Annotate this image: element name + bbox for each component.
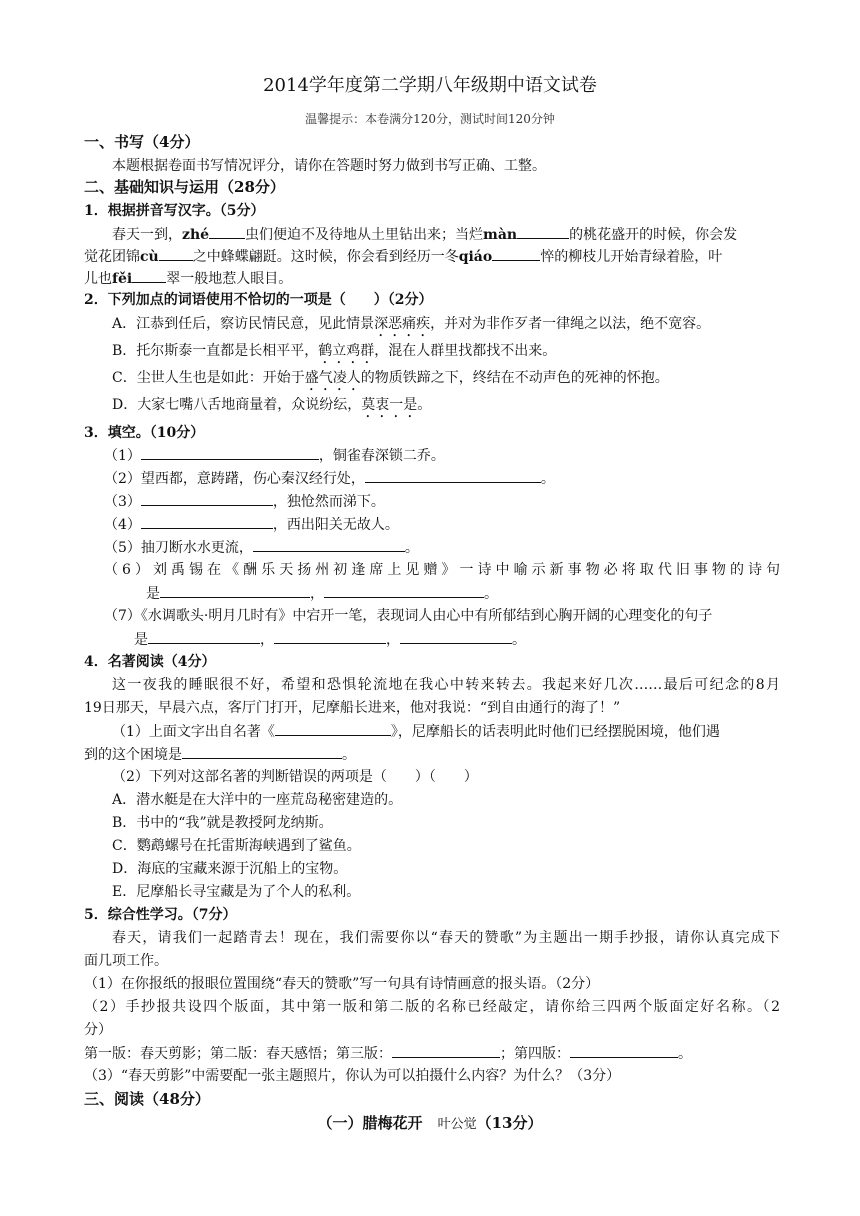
q2-heading: 2．下列加点的词语使用不恰切的一项是（ ）（2分） <box>84 292 433 308</box>
q1-text: 春天一到， <box>112 227 182 243</box>
item-text: 是 <box>146 586 160 602</box>
item-text: ，西出阳关无故人。 <box>272 517 399 533</box>
q4-heading: 4．名著阅读（4分） <box>84 654 216 670</box>
answer-blank[interactable] <box>324 583 484 598</box>
q1-text: 的桃花盛开的时候，你会发 <box>569 227 738 243</box>
q4-passage-line2: 19日那天，早晨六点，客厅门打开，尼摩船长进来，他对我说：“到自由通行的海了！” <box>84 700 621 716</box>
q5-sub2-cont: 分） <box>84 1022 112 1038</box>
q1-text: 翠一般地惹人眼目。 <box>166 271 293 287</box>
page-title: 2014学年度第二学期八年级期中语文试卷 <box>263 75 597 96</box>
item-text: 。 <box>342 747 356 763</box>
q5-sub2: （2）手抄报共设四个版面，其中第一版和第二版的名称已经敲定，请你给三四两个版面定好名称。（2 <box>84 999 780 1015</box>
item-text: 。 <box>512 632 526 648</box>
q2-option-a <box>112 314 710 340</box>
section3-heading: 三、阅读（48分） <box>84 1090 210 1108</box>
q3-heading: 3．填空。（10分） <box>84 425 205 441</box>
answer-blank[interactable] <box>148 629 260 644</box>
q1-text: 之中蜂蝶翩跹。这时候，你会看到经历一冬 <box>192 249 459 265</box>
q3-item6-answer <box>146 583 498 604</box>
answer-blank[interactable] <box>253 537 405 552</box>
pinyin: zhé <box>182 227 210 243</box>
q5-heading: 5．综合性学习。（7分） <box>84 907 237 923</box>
q3-item4 <box>104 514 399 535</box>
item-number: （1） <box>104 448 141 464</box>
q2-option-b <box>112 341 556 367</box>
item-text: 。 <box>678 1046 692 1062</box>
reading-title-text: （一）腊梅花开 <box>317 1114 423 1132</box>
section2-heading: 二、基础知识与运用（28分） <box>84 178 285 196</box>
q4-passage-line1: 这一夜我的睡眠很不好，希望和恐惧轮流地在我心中转来转去。我起来好几次……最后可纪念的8月 <box>112 677 780 693</box>
pinyin: cù <box>140 249 159 265</box>
q5-passage-line2: 面几项工作。 <box>84 953 168 969</box>
section1-heading: 一、书写（4分） <box>84 133 200 151</box>
item-text: 。 <box>484 586 498 602</box>
answer-blank[interactable] <box>141 445 319 460</box>
item-number: （3） <box>104 494 141 510</box>
q4-option: C．鹦鹉螺号在托雷斯海峡遇到了鲨鱼。 <box>112 838 361 854</box>
q5-sub3: （3）“春天剪影”中需要配一张主题照片，你认为可以拍摄什么内容？为什么？（3分） <box>84 1068 621 1084</box>
q3-item2 <box>104 468 555 489</box>
item-text: 第一版：春天剪影；第二版：春天感悟；第三版： <box>84 1046 392 1062</box>
q1-text: 儿也 <box>84 271 112 287</box>
answer-blank[interactable] <box>182 744 342 759</box>
q3-item7: （7）《水调歌头·明月几时有》中宕开一笔，表现词人由心中有所郁结到心胸开阔的心理变化的句子 <box>104 608 713 624</box>
answer-blank[interactable] <box>492 246 540 261</box>
item-text: 到的这个困境是 <box>84 747 182 763</box>
option-text: ，混在人群里找都找不出来。 <box>374 343 557 359</box>
item-number: （4） <box>104 517 141 533</box>
q4-option: E．尼摩船长寻宝藏是为了个人的私利。 <box>112 884 361 900</box>
q4-sub1 <box>112 721 720 742</box>
q3-item1 <box>104 445 445 466</box>
item-text: ，独怆然而涕下。 <box>272 494 385 510</box>
answer-blank[interactable] <box>570 1043 678 1058</box>
answer-blank[interactable] <box>400 629 512 644</box>
reading-score: （13分） <box>476 1114 543 1132</box>
answer-blank[interactable] <box>132 268 166 283</box>
dotted-word: 鹤立鸡群 <box>318 343 375 359</box>
answer-blank[interactable] <box>209 224 245 239</box>
answer-blank[interactable] <box>160 583 310 598</box>
answer-blank[interactable] <box>517 224 569 239</box>
item-text: ， <box>260 632 274 648</box>
dotted-word: 深恶痛疾 <box>374 316 431 332</box>
dotted-word: 莫衷一是 <box>361 397 418 413</box>
q5-passage-line1: 春天，请我们一起踏青去！现在，我们需要你以“春天的赞歌”为主题出一期手抄报，请你认真完成下 <box>112 930 780 946</box>
q5-sub2-layout <box>84 1043 692 1064</box>
q4-sub1-cont <box>84 744 356 765</box>
item-text: （1）上面文字出自名著《 <box>112 724 275 740</box>
q2-option-c <box>112 368 669 394</box>
reading-title <box>0 1113 860 1135</box>
item-text: 》，尼摩船长的话表明此时他们已经摆脱困境，他们遇 <box>390 724 720 740</box>
q4-option: A．潜水艇是在大洋中的一座荒岛秘密建造的。 <box>112 792 403 808</box>
q5-sub1: （1）在你报纸的报眼位置围绕“春天的赞歌”写一句具有诗情画意的报头语。（2分） <box>84 976 600 992</box>
option-text: A．江恭到任后，察访民情民意，见此情景 <box>112 316 375 332</box>
exam-tip: 温馨提示：本卷满分120分，测试时间120分钟 <box>305 112 555 126</box>
q1-text: 觉花团锦 <box>84 249 140 265</box>
answer-blank[interactable] <box>275 721 391 736</box>
option-text: 。 <box>417 397 432 413</box>
dotted-word: 盛气凌人 <box>304 370 361 386</box>
q1-heading: 1．根据拼音写汉字。（5分） <box>84 203 265 219</box>
item-text: 是 <box>134 632 148 648</box>
q3-item6: （6）刘禹锡在《酬乐天扬州初逢席上见赠》一诗中喻示新事物必将取代旧事物的诗句 <box>104 562 780 578</box>
pinyin: fěi <box>112 271 133 287</box>
q3-item3 <box>104 491 385 512</box>
q3-item5 <box>104 537 419 558</box>
pinyin: màn <box>483 227 518 243</box>
q1-text: 虫们便迫不及待地从土里钻出来；当烂 <box>245 227 484 243</box>
q2-option-d <box>112 395 431 421</box>
item-text: ， <box>386 632 400 648</box>
answer-blank[interactable] <box>365 468 541 483</box>
item-text: 。 <box>404 540 419 556</box>
option-text: ，并对为非作歹者一律绳之以法，绝不宽容。 <box>430 316 711 332</box>
q3-item7-answer <box>134 629 526 650</box>
option-text: 的物质铁蹄之下，终结在不动声色的死神的怀抱。 <box>360 370 669 386</box>
q1-line3 <box>84 268 292 289</box>
q4-sub2: （2）下列对这部名著的判断错误的两项是（ ）（ ） <box>112 769 478 785</box>
item-text: ，铜雀春深锁二乔。 <box>318 448 445 464</box>
reading-author: 叶公觉 <box>437 1117 477 1132</box>
q4-option: D．海底的宝藏来源于沉船上的宝物。 <box>112 861 348 877</box>
q1-text: 悴的柳枝儿开始青绿着脸，叶 <box>540 249 723 265</box>
item-text: （2）望西都，意踌躇，伤心秦汉经行处， <box>104 471 365 487</box>
item-text: （5）抽刀断水水更流， <box>104 540 253 556</box>
answer-blank[interactable] <box>274 629 386 644</box>
option-text: C．尘世人生也是如此：开始于 <box>112 370 305 386</box>
q1-line1 <box>112 224 737 245</box>
pinyin: qiáo <box>458 249 493 265</box>
item-text: 。 <box>540 471 555 487</box>
answer-blank[interactable] <box>392 1043 500 1058</box>
answer-blank[interactable] <box>141 514 273 529</box>
q1-line2 <box>84 246 722 267</box>
option-text: B．托尔斯泰一直都是长相平平， <box>112 343 319 359</box>
option-text: D．大家七嘴八舌地商量着，众说纷纭， <box>112 397 362 413</box>
item-text: ， <box>310 586 324 602</box>
answer-blank[interactable] <box>141 491 273 506</box>
section1-text: 本题根据卷面书写情况评分，请你在答题时努力做到书写正确、工整。 <box>112 158 546 174</box>
q4-option: B．书中的“我”就是教授阿龙纳斯。 <box>112 815 333 831</box>
answer-blank[interactable] <box>159 246 193 261</box>
item-text: ；第四版： <box>500 1046 570 1062</box>
